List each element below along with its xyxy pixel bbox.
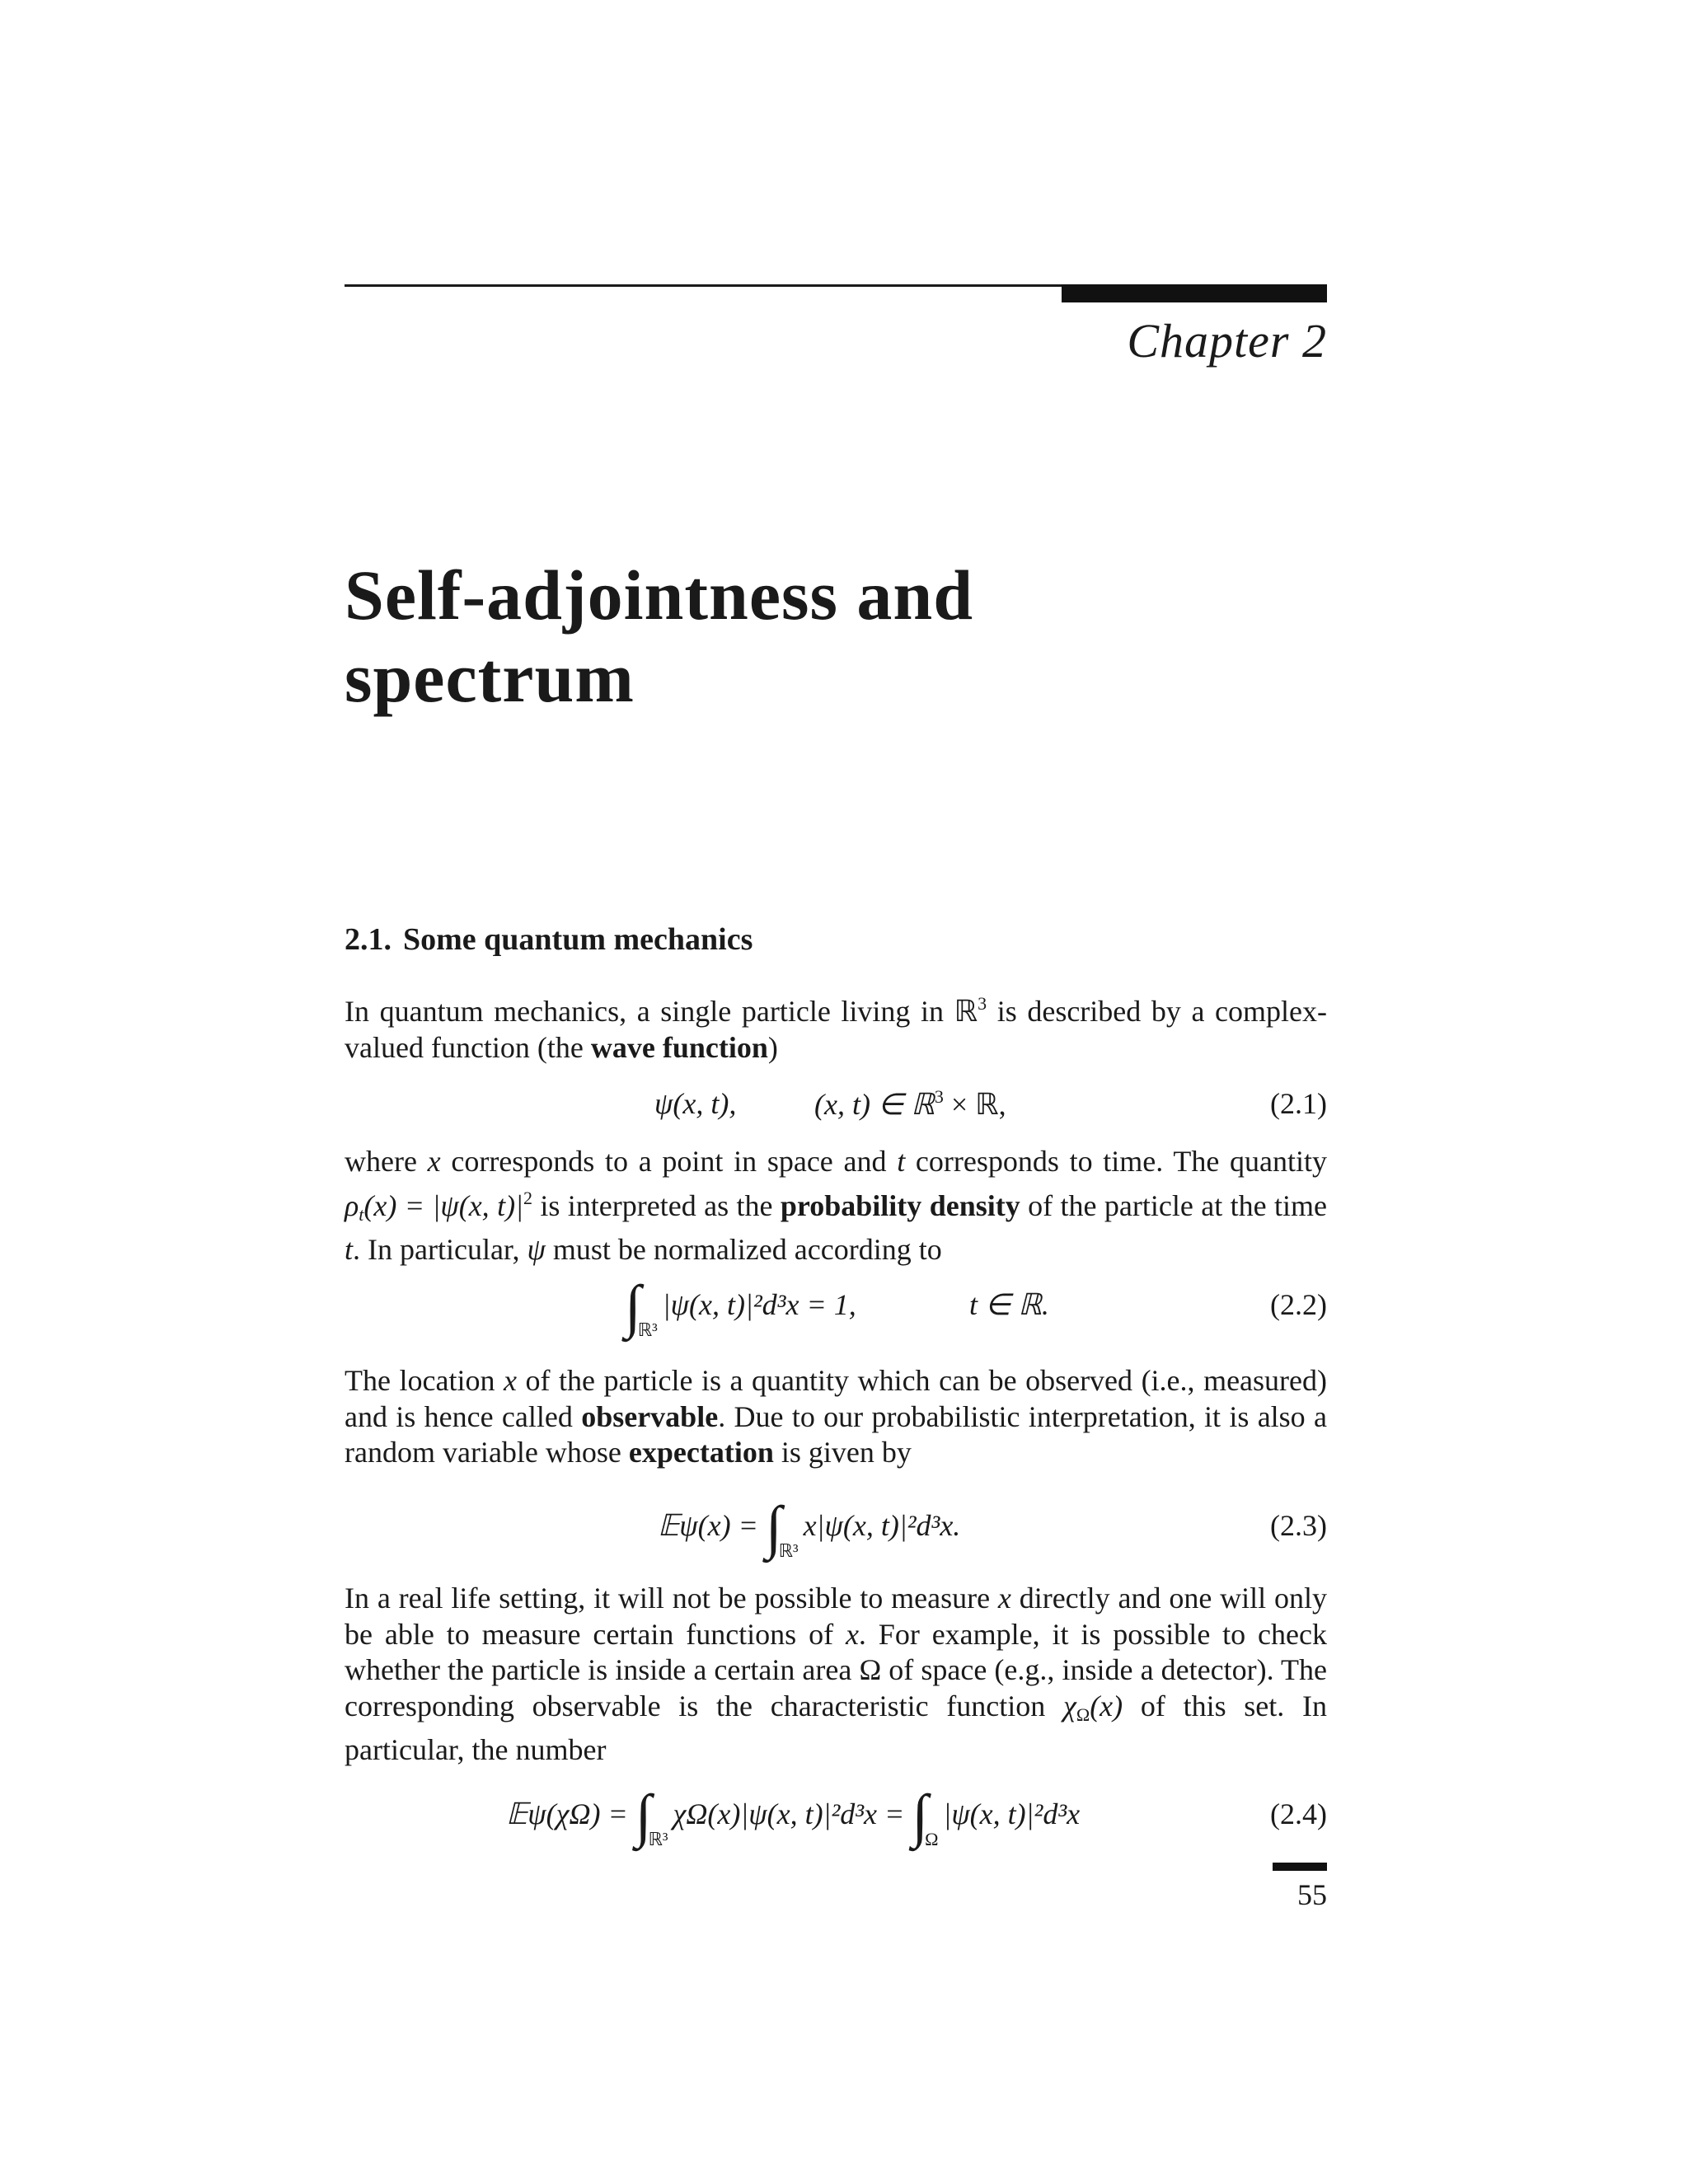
term-probability-density: probability density xyxy=(780,1188,1020,1222)
equation-2-4 xyxy=(345,1783,1327,1863)
equation-2-1 xyxy=(345,1086,1327,1152)
equation-term: |ψ(x, t)|²d³x = 1, xyxy=(662,1288,856,1321)
integral-sign: ∫ xyxy=(635,1783,652,1849)
chapter-title-line2: spectrum xyxy=(345,638,635,717)
integral-sign: ∫ xyxy=(912,1783,929,1849)
footer-rule-bar xyxy=(1273,1863,1327,1871)
equation-2-2 xyxy=(345,1273,1327,1353)
math-var: x xyxy=(427,1145,441,1178)
text-run: ) xyxy=(767,1030,778,1064)
equation-term xyxy=(625,1273,856,1341)
text-run: corresponds to a point in space and xyxy=(440,1145,898,1178)
math-var: χ xyxy=(1062,1689,1076,1722)
text-run: is interpreted as the xyxy=(532,1188,781,1222)
equation-term xyxy=(658,1494,961,1562)
math-expr: (x) = |ψ(x, t)| xyxy=(363,1188,523,1222)
integral-domain: ℝ³ xyxy=(637,1319,658,1340)
equation-number: (2.1) xyxy=(1270,1087,1327,1120)
text-run: In quantum mechanics, a single particle living in ℝ xyxy=(345,995,978,1028)
section-title: Some quantum mechanics xyxy=(403,922,753,957)
math-var: ρ xyxy=(345,1188,359,1222)
text-run: of the particle is a quantity which can be observed (i.e., measured) and is hence called xyxy=(345,1364,1327,1433)
math-var: x xyxy=(845,1617,859,1651)
text-run: . Due to our probabilistic interpretation, it is also a random variable whose xyxy=(345,1399,1327,1469)
equation-number: (2.4) xyxy=(1270,1797,1327,1830)
text-run: where xyxy=(345,1145,428,1178)
equation-number: (2.3) xyxy=(1270,1509,1327,1542)
text-run: of this set. In particular, the number xyxy=(345,1689,1327,1766)
math-var: t xyxy=(897,1145,906,1178)
term-observable: observable xyxy=(581,1399,719,1433)
text-run: In a real life setting, it will not be possible to measure xyxy=(345,1582,998,1615)
text-run: is described by a complex-valued function (the xyxy=(345,995,1327,1064)
term-wave-function: wave function xyxy=(590,1030,768,1064)
chapter-title-line1: Self-adjointness and xyxy=(345,555,974,635)
superscript: 3 xyxy=(934,1086,944,1107)
page-number: 55 xyxy=(1297,1878,1327,1911)
term-expectation: expectation xyxy=(628,1436,774,1469)
equation-term xyxy=(814,1086,1006,1122)
subscript: Ω xyxy=(1076,1704,1090,1725)
math-var: t xyxy=(345,1233,354,1266)
superscript: 2 xyxy=(523,1187,532,1208)
equation-term: x|ψ(x, t)|²d³x. xyxy=(803,1509,961,1542)
text-run: The location xyxy=(345,1364,504,1397)
header-rule-bar xyxy=(1062,284,1327,302)
equation-term: 𝔼ψ(χΩ) = xyxy=(506,1797,628,1830)
chapter-label: Chapter 2 xyxy=(1127,314,1327,368)
text-run: must be normalized according to xyxy=(545,1233,942,1266)
integral-domain: ℝ³ xyxy=(648,1829,668,1849)
paragraph-1 xyxy=(345,986,1327,1066)
equation-term: ψ(x, t), xyxy=(654,1087,737,1120)
integral-sign: ∫ xyxy=(765,1494,782,1560)
equation-term: × ℝ, xyxy=(943,1088,1006,1121)
text-run: directly and one will only be able to measure certain functions of xyxy=(345,1582,1327,1651)
section-number: 2.1. xyxy=(345,922,392,957)
chapter-title xyxy=(345,554,1334,719)
text-run: . For example, it is possible to check whether the particle is inside a certain area Ω of space (e.g., inside a detector). The corresponding observable is the characteristic function xyxy=(345,1617,1327,1722)
text-run: is given by xyxy=(773,1436,912,1469)
text-run: of the particle at the time xyxy=(1020,1188,1327,1222)
text-run: . In particular, xyxy=(353,1233,528,1266)
equation-term: (x, t) ∈ ℝ xyxy=(814,1088,935,1121)
equation-2-3 xyxy=(345,1494,1327,1574)
math-expr: (x) xyxy=(1090,1689,1123,1722)
subscript: t xyxy=(359,1203,364,1225)
section-heading xyxy=(345,921,753,958)
integral-sign: ∫ xyxy=(625,1273,641,1339)
superscript: 3 xyxy=(978,993,987,1014)
equation-term: |ψ(x, t)|²d³x xyxy=(943,1797,1081,1830)
equation-term: 𝔼ψ(x) = xyxy=(658,1509,758,1542)
integral-domain: ℝ³ xyxy=(778,1540,799,1561)
equation-term xyxy=(506,1783,1081,1850)
equation-term: t ∈ ℝ. xyxy=(969,1288,1049,1321)
equation-number: (2.2) xyxy=(1270,1288,1327,1321)
paragraph-3 xyxy=(345,1363,1327,1471)
text-run: corresponds to time. The quantity xyxy=(905,1145,1327,1178)
math-var: x xyxy=(997,1582,1011,1615)
integral-domain: Ω xyxy=(925,1829,939,1849)
math-var: ψ xyxy=(527,1233,546,1266)
paragraph-2 xyxy=(345,1144,1327,1268)
math-var: x xyxy=(504,1364,517,1397)
equation-term: χΩ(x)|ψ(x, t)|²d³x = xyxy=(673,1797,905,1830)
paragraph-4 xyxy=(345,1581,1327,1769)
